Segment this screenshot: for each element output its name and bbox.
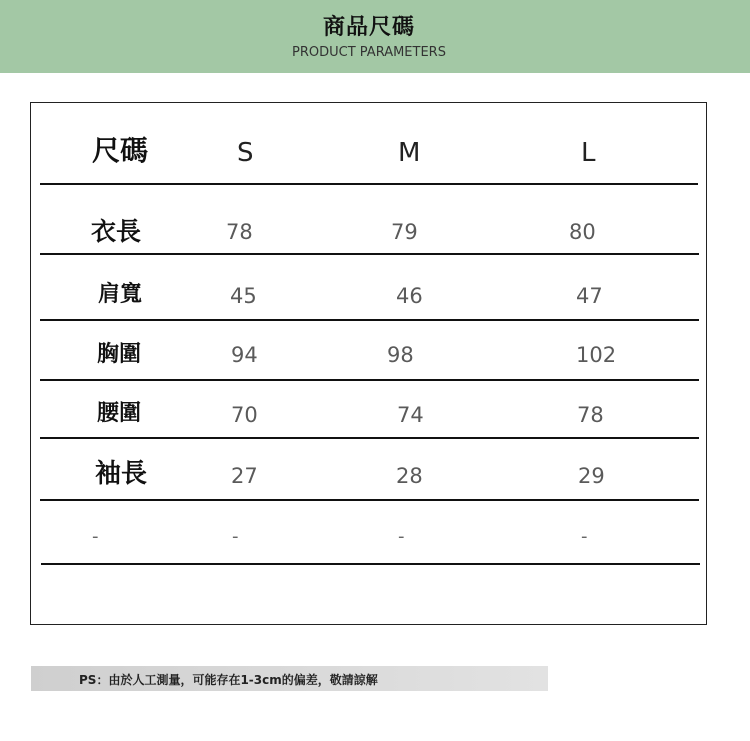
cell-waist-m: 74 [397, 403, 424, 427]
cell-length-m: 79 [391, 220, 418, 244]
size-header-l: L [581, 138, 596, 168]
cell-shoulder-l: 47 [576, 284, 603, 308]
row-label-shoulder: 肩寬 [98, 282, 143, 307]
cell-sleeve-s: 27 [231, 464, 258, 488]
row-divider [40, 253, 699, 255]
row-label-waist: 腰圍 [97, 401, 142, 426]
row-divider [40, 379, 699, 381]
measurement-note [31, 666, 548, 691]
row-divider [40, 319, 699, 321]
row-label-chest: 胸圍 [97, 342, 142, 367]
row-divider [41, 563, 700, 565]
row-divider [40, 499, 699, 501]
cell-empty-s: - [232, 526, 239, 547]
cell-empty-m: - [398, 526, 405, 547]
row-divider [40, 437, 699, 439]
cell-waist-l: 78 [577, 403, 604, 427]
cell-sleeve-l: 29 [578, 464, 605, 488]
cell-empty-l: - [581, 526, 588, 547]
measurement-note-text: PS：由於人工測量，可能存在1-3cm的偏差，敬請諒解 [79, 673, 378, 687]
cell-length-s: 78 [226, 220, 253, 244]
header-banner [0, 0, 750, 73]
cell-sleeve-m: 28 [396, 464, 423, 488]
row-label-empty: - [92, 526, 99, 547]
size-header-s: S [237, 138, 254, 168]
size-header-label: 尺碼 [92, 134, 149, 167]
cell-length-l: 80 [569, 220, 596, 244]
cell-chest-m: 98 [387, 343, 414, 367]
cell-chest-l: 102 [576, 343, 617, 367]
cell-chest-s: 94 [231, 343, 258, 367]
cell-waist-s: 70 [231, 403, 258, 427]
cell-shoulder-s: 45 [230, 284, 257, 308]
cell-shoulder-m: 46 [396, 284, 423, 308]
page-subtitle: PRODUCT PARAMETERS [292, 45, 446, 60]
row-label-length: 衣長 [91, 217, 142, 246]
row-label-sleeve: 袖長 [95, 459, 148, 489]
row-divider [40, 183, 698, 185]
size-header-m: M [398, 138, 421, 168]
page-title: 商品尺碼 [322, 15, 415, 40]
